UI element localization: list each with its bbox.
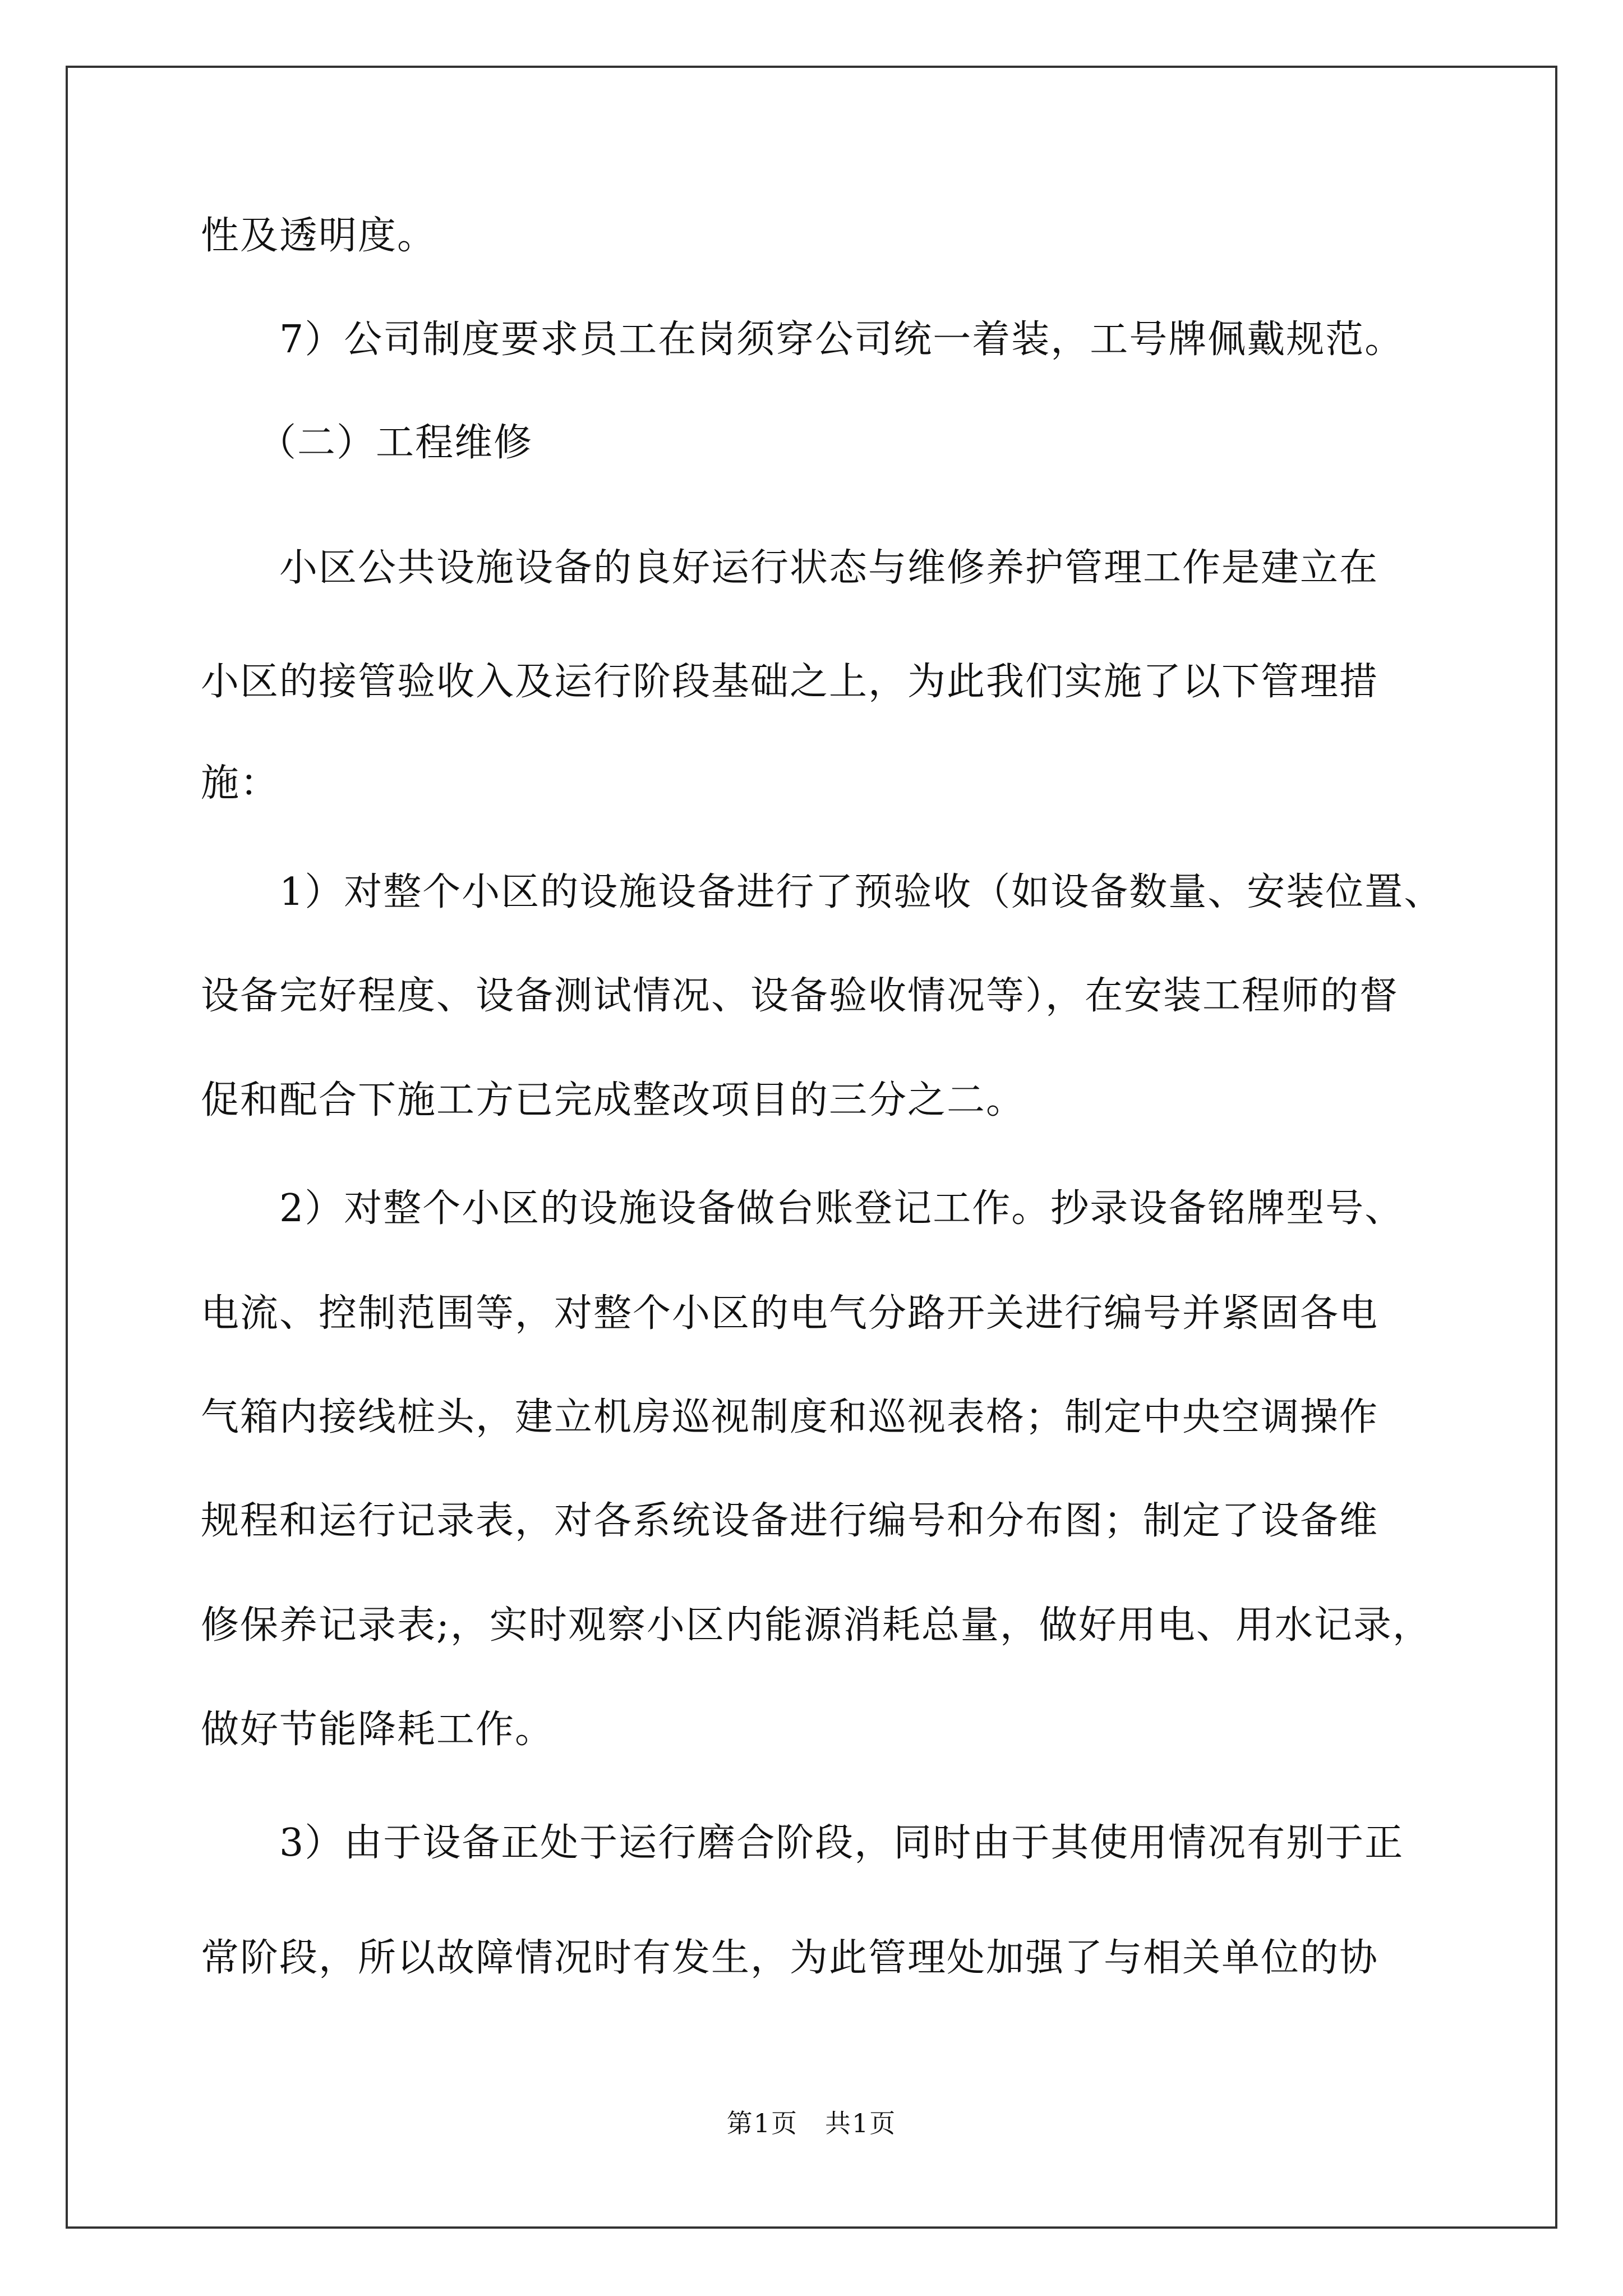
text-line: 7）公司制度要求员工在岗须穿公司统一着装，工号牌佩戴规范。	[279, 318, 1404, 362]
text-line: 2）对整个小区的设施设备做台账登记工作。抄录设备铭牌型号、	[279, 1186, 1404, 1231]
text-line: 气箱内接线桩头，建立机房巡视制度和巡视表格；制定中央空调操作	[201, 1395, 1379, 1439]
text-line: 设备完好程度、设备测试情况、设备验收情况等），在安装工程师的督	[201, 974, 1399, 1018]
page-border	[66, 66, 1557, 2229]
page-footer: 第1页 共1页	[726, 2108, 897, 2138]
text-line: 性及透明度。	[201, 214, 437, 258]
text-line: 规程和运行记录表，对各系统设备进行编号和分布图；制定了设备维	[201, 1499, 1379, 1543]
text-line: 3）由于设备正处于运行磨合阶段，同时由于其使用情况有别于正	[279, 1821, 1404, 1865]
text-line: 电流、控制范围等，对整个小区的电气分路开关进行编号并紧固各电	[201, 1291, 1379, 1336]
text-line: 做好节能降耗工作。	[201, 1708, 555, 1752]
text-line: 小区公共设施设备的良好运行状态与维修养护管理工作是建立在	[279, 546, 1379, 590]
text-line: 1）对整个小区的设施设备进行了预验收（如设备数量、安装位置、	[279, 870, 1444, 914]
section-heading: （二）工程维修	[258, 421, 533, 465]
text-line: 小区的接管验收入及运行阶段基础之上，为此我们实施了以下管理措	[201, 660, 1379, 704]
text-line: 促和配合下施工方已完成整改项目的三分之二。	[201, 1078, 1026, 1122]
text-line: 常阶段，所以故障情况时有发生，为此管理处加强了与相关单位的协	[201, 1936, 1379, 1980]
text-line: 施：	[201, 761, 280, 806]
text-line: 修保养记录表;，实时观察小区内能源消耗总量，做好用电、用水记录，	[201, 1603, 1432, 1648]
